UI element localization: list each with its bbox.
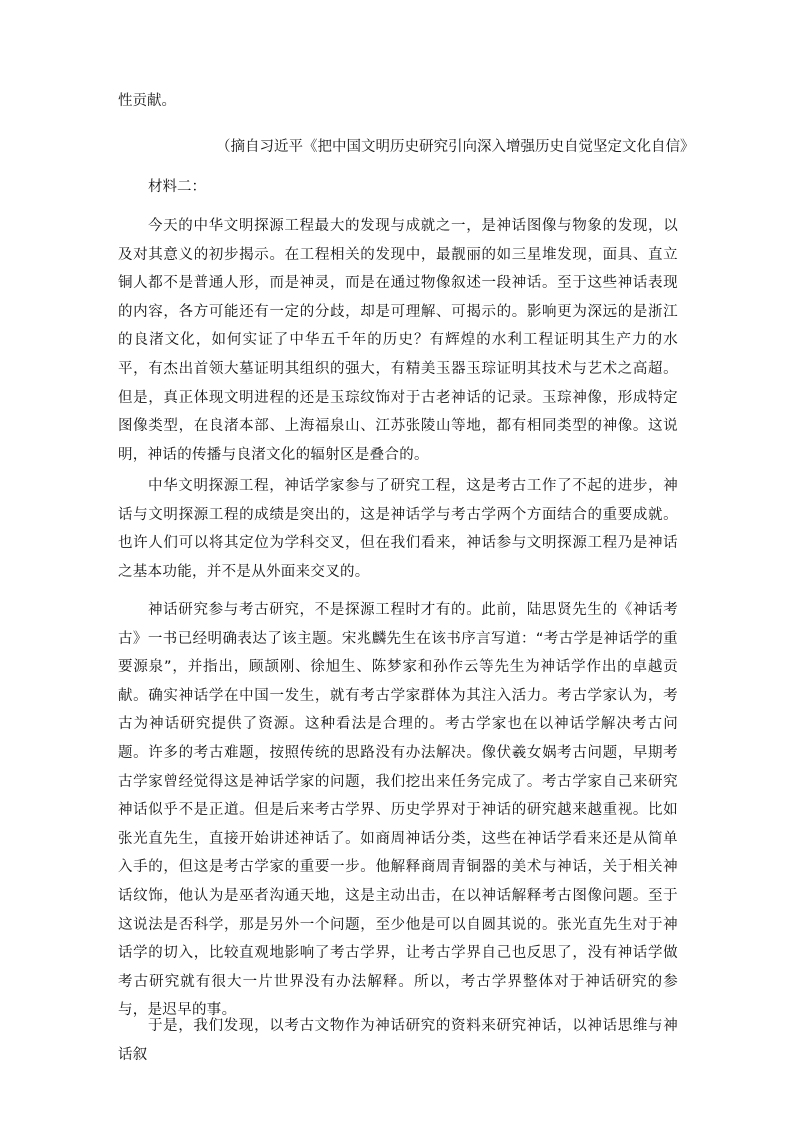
paragraph-1: 今天的中华文明探源工程最大的发现与成就之一，是神话图像与物象的发现，以及对其意义的初步揭示。在工程相关的发现中，最靓丽的如三星堆发现，面具、直立铜人都不是普通人形，而是神灵，而是在通过物像叙述一段神话。至于这些神话表现的内容，各方可能还有一定的分歧，却是可理解、可揭示的。影响更为深远的是浙江的良渚文化，如何实证了中华五千年的历史？有辉煌的水利工程证明其生产力的水平，有杰出首领大墓证明其组织的强大，有精美玉器玉琮证明其技术与艺术之高超。但是，真正体现文明进程的还是玉琮纹饰对于古老神话的记录。玉琮神像，形成特定图像类型，在良渚本部、上海福泉山、江苏张陵山等地，都有相同类型的神像。这说明，神话的传播与良渚文化的辐射区是叠合的。 xyxy=(118,218,678,463)
paragraph-2: 中华文明探源工程，神话学家参与了研究工程，这是考古工作了不起的进步，神话与文明探源工程的成绩是突出的，这是神话学与考古学两个方面结合的重要成就。也许人们可以将其定位为学科交叉，但在我们看来，神话参与文明探源工程乃是神话之基本功能，并不是从外面来交叉的。 xyxy=(118,478,678,580)
section-heading: 材料二： xyxy=(148,179,206,195)
paragraph-3: 神话研究参与考古研究，不是探源工程时才有的。此前，陆思贤先生的《神话考古》一书已经明确表达了该主题。宋兆麟先生在该书序言写道：“考古学是神话学的重要源泉”，并指出，顾颉刚、徐旭生、陈梦家和孙作云等先生为神话学作出的卓越贡献。确实神话学在中国一发生，就有考古学家群体为其注入活力。考古学家认为，考古为神话研究提供了资源。这种看法是合理的。考古学家也在以神话学解决考古问题。许多的考古难题，按照传统的思路没有办法解决。像伏羲女娲考古问题，早期考古学家曾经觉得这是神话学家的问题，我们挖出来任务完成了。考古学家自己来研究神话似乎不是正道。但是后来考古学界、历史学界对于神话的研究越来越重视。比如张光直先生，直接开始讲述神话了。如商周神话分类，这些在神话学看来还是从简单入手的，但这是考古学家的重要一步。他解释商周青铜器的美术与神话，关于相关神话纹饰，他认为是巫者沟通天地，这是主动出击，在以神话解释考古图像问题。至于这说法是否科学，那是另外一个问题，至少他是可以自圆其说的。张光直先生对于神话学的切入，比较直观地影响了考古学界，让考古学界自己也反思了，没有神话学做考古研究就有很大一片世界没有办法解释。所以，考古学界整体对于神话研究的参与，是迟早的事。 xyxy=(118,602,678,1019)
paragraph-4: 于是，我们发现，以考古文物作为神话研究的资料来研究神话，以神话思维与神话叙 xyxy=(118,1018,678,1063)
citation-line: （摘自习近平《把中国文明历史研究引向深入增强历史自觉坚定文化自信》 xyxy=(216,139,695,155)
opening-line: 性贡献。 xyxy=(118,93,176,109)
